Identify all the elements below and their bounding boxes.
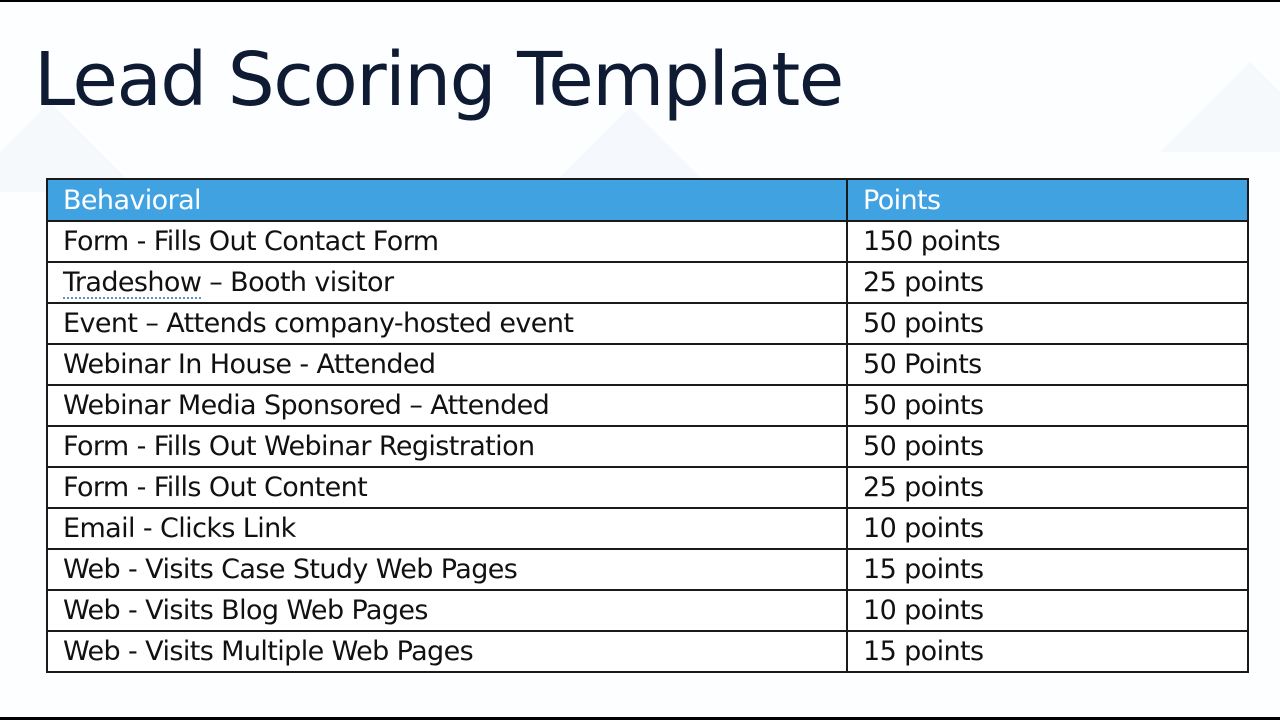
points-cell: 10 points [847, 508, 1248, 549]
behavior-text: – Booth visitor [201, 267, 394, 298]
behavior-cell: Webinar Media Sponsored – Attended [47, 385, 847, 426]
behavior-cell: Email - Clicks Link [47, 508, 847, 549]
behavior-cell: Web - Visits Blog Web Pages [47, 590, 847, 631]
table-row [47, 262, 1248, 303]
table-row [47, 508, 1248, 549]
points-cell: 50 points [847, 426, 1248, 467]
column-header-points: Points [847, 179, 1248, 221]
table-header-row [47, 179, 1248, 221]
points-cell: 50 points [847, 385, 1248, 426]
points-cell: 50 points [847, 303, 1248, 344]
behavior-cell: Event – Attends company-hosted event [47, 303, 847, 344]
table-row [47, 344, 1248, 385]
page-title: Lead Scoring Template [34, 37, 843, 123]
points-cell: 150 points [847, 221, 1248, 262]
behavior-cell: Webinar In House - Attended [47, 344, 847, 385]
table-row [47, 467, 1248, 508]
behavior-cell: Form - Fills Out Webinar Registration [47, 426, 847, 467]
behavior-cell [47, 262, 847, 303]
table-row [47, 385, 1248, 426]
background-triangle [1160, 62, 1280, 152]
behavior-cell: Web - Visits Multiple Web Pages [47, 631, 847, 672]
spellcheck-underlined-word: Tradeshow [63, 267, 202, 298]
table-row [47, 590, 1248, 631]
table-row [47, 631, 1248, 672]
points-cell: 50 Points [847, 344, 1248, 385]
lead-scoring-table [46, 178, 1249, 673]
table-row [47, 221, 1248, 262]
points-cell: 15 points [847, 549, 1248, 590]
table-row [47, 549, 1248, 590]
points-cell: 15 points [847, 631, 1248, 672]
table-row [47, 426, 1248, 467]
behavior-cell: Form - Fills Out Contact Form [47, 221, 847, 262]
behavior-cell: Web - Visits Case Study Web Pages [47, 549, 847, 590]
table-row [47, 303, 1248, 344]
behavior-cell: Form - Fills Out Content [47, 467, 847, 508]
points-cell: 10 points [847, 590, 1248, 631]
points-cell: 25 points [847, 467, 1248, 508]
column-header-behavioral: Behavioral [47, 179, 847, 221]
points-cell: 25 points [847, 262, 1248, 303]
